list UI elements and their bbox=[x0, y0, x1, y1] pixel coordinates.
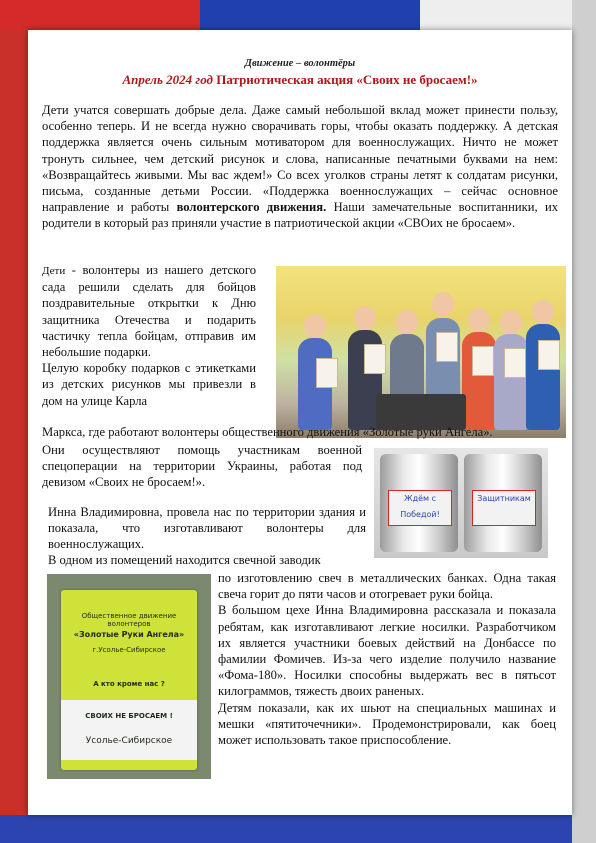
tag-text: Усолье-Сибирское bbox=[85, 736, 173, 746]
tag-text: Общественное движение волонтеров bbox=[81, 612, 177, 628]
headline-title: Патриотическая акция «Своих не бросаем!» bbox=[216, 72, 478, 87]
child-head bbox=[500, 310, 522, 334]
background-top-blue bbox=[200, 0, 420, 30]
intro-text-1: Дети учатся совершать добрые дела. Даже самый небольшой вклад может принести пользу, особенно теперь. И не всегда нужно сворачивать горы, чтобы оказать поддержку. А детская поддержка является очень сильным мотиватором для военнослужащих. Ничто не может тронуть сильнее, чем детский рисунок и слова, написанные печатными буквами на нем: «Возвращайтесь живыми. Мы вас ждем!» Со всех уголков страны летят к солдатам рисунки, письма, созданные детьми России. «Поддержка военнослужащих – сейчас основное направление и работы bbox=[42, 103, 558, 215]
section1-left-text bbox=[42, 262, 256, 409]
document-sheet bbox=[28, 30, 572, 815]
child-head bbox=[468, 308, 490, 332]
background-top-red bbox=[0, 0, 200, 30]
child-head bbox=[304, 314, 326, 338]
candle-can bbox=[464, 454, 542, 552]
candle-can bbox=[380, 454, 458, 552]
section2-right-3: Детям показали, как их шьют на специальных машинах и мешки «пятиточечники». Продемонстрировали, как боец может использовать такое приспособление. bbox=[218, 700, 556, 748]
section1-side-text: Они осуществляют помощь участникам военной спецоперации на территории Украины, работая под девизом «Своих не бросаем!». bbox=[42, 443, 362, 490]
volunteer-tag bbox=[61, 590, 197, 770]
tag-text: г.Усолье-Сибирское bbox=[92, 646, 166, 654]
section1-full-line: Маркса, где работают волонтеры общественного движения «Золотые руки Ангела». bbox=[42, 425, 493, 439]
greeting-card bbox=[504, 348, 526, 378]
section2-right-2: В большом цехе Инна Владимировна рассказала и показала ребятам, как изготавливают легкие носилки. Разработчиком их является участники боевых действий на Донбассе по фамилии Фомичев. Из-за чего изделие получило название «Фома-180». Носилки способны выдержать вес в пятьсот килограммов, тяжесть двоих раненых. bbox=[218, 603, 556, 699]
greeting-card bbox=[472, 346, 494, 376]
section2-right-1: по изготовлению свеч в металлических банках. Одна такая свеча горит до пяти часов и отогревает руки бойца. bbox=[218, 571, 556, 602]
child-head bbox=[432, 292, 454, 316]
section2-left-text: Инна Владимировна, провела нас по территории здания и показала, что изготавливают волонтеры для военнослужащих. bbox=[48, 505, 366, 552]
volunteer-tag-photo bbox=[47, 574, 211, 779]
section2-left-line: В одном из помещений находится свечной заводик bbox=[48, 553, 321, 567]
child-head bbox=[396, 310, 418, 334]
section-kicker: Движение – волонтёры bbox=[244, 58, 356, 69]
intro-text-2: Наши замечательные воспитанники, их родители в который раз приняли участие в патриотической акции «СВОих не бросаем». bbox=[42, 200, 559, 231]
section1-text: - волонтеры из нашего детского сада решили сделать для бойцов поздравительные открытки к Дню защитника Отечества и подарить частичку тепла бойцам, отправив им небольшие подарки. bbox=[42, 263, 256, 360]
tag-band bbox=[61, 700, 197, 760]
intro-bold: волонтерского движения. bbox=[176, 200, 327, 215]
intro-paragraph bbox=[42, 102, 558, 232]
tag-text: СВОИХ НЕ БРОСАЕМ ! bbox=[85, 712, 173, 720]
section1-text2: Целую коробку подарков с этикетками из детских рисунков мы привезли в дом на улице Карла bbox=[42, 361, 256, 408]
can-label: Защитникам bbox=[472, 490, 536, 526]
candle-cans-photo bbox=[374, 448, 548, 558]
greeting-card bbox=[316, 358, 338, 388]
greeting-card bbox=[538, 340, 560, 370]
greeting-card bbox=[436, 332, 458, 362]
child-head bbox=[354, 306, 376, 330]
background-bottom-blue bbox=[0, 815, 596, 843]
background-right-gray bbox=[572, 0, 596, 843]
background-left-red bbox=[0, 30, 28, 820]
page-title bbox=[28, 72, 572, 88]
section1-lead: Дети bbox=[42, 265, 66, 277]
greeting-card bbox=[364, 344, 386, 374]
tag-text: «Золотые Руки Ангела» bbox=[73, 630, 185, 639]
tag-text: А кто кроме нас ? bbox=[93, 680, 165, 688]
child-head bbox=[532, 300, 554, 324]
headline-date: Апрель 2024 год bbox=[122, 72, 213, 87]
children-with-cards-photo bbox=[276, 266, 566, 438]
can-label: Ждём с Победой! bbox=[388, 490, 452, 526]
section2-right-text bbox=[218, 570, 556, 748]
